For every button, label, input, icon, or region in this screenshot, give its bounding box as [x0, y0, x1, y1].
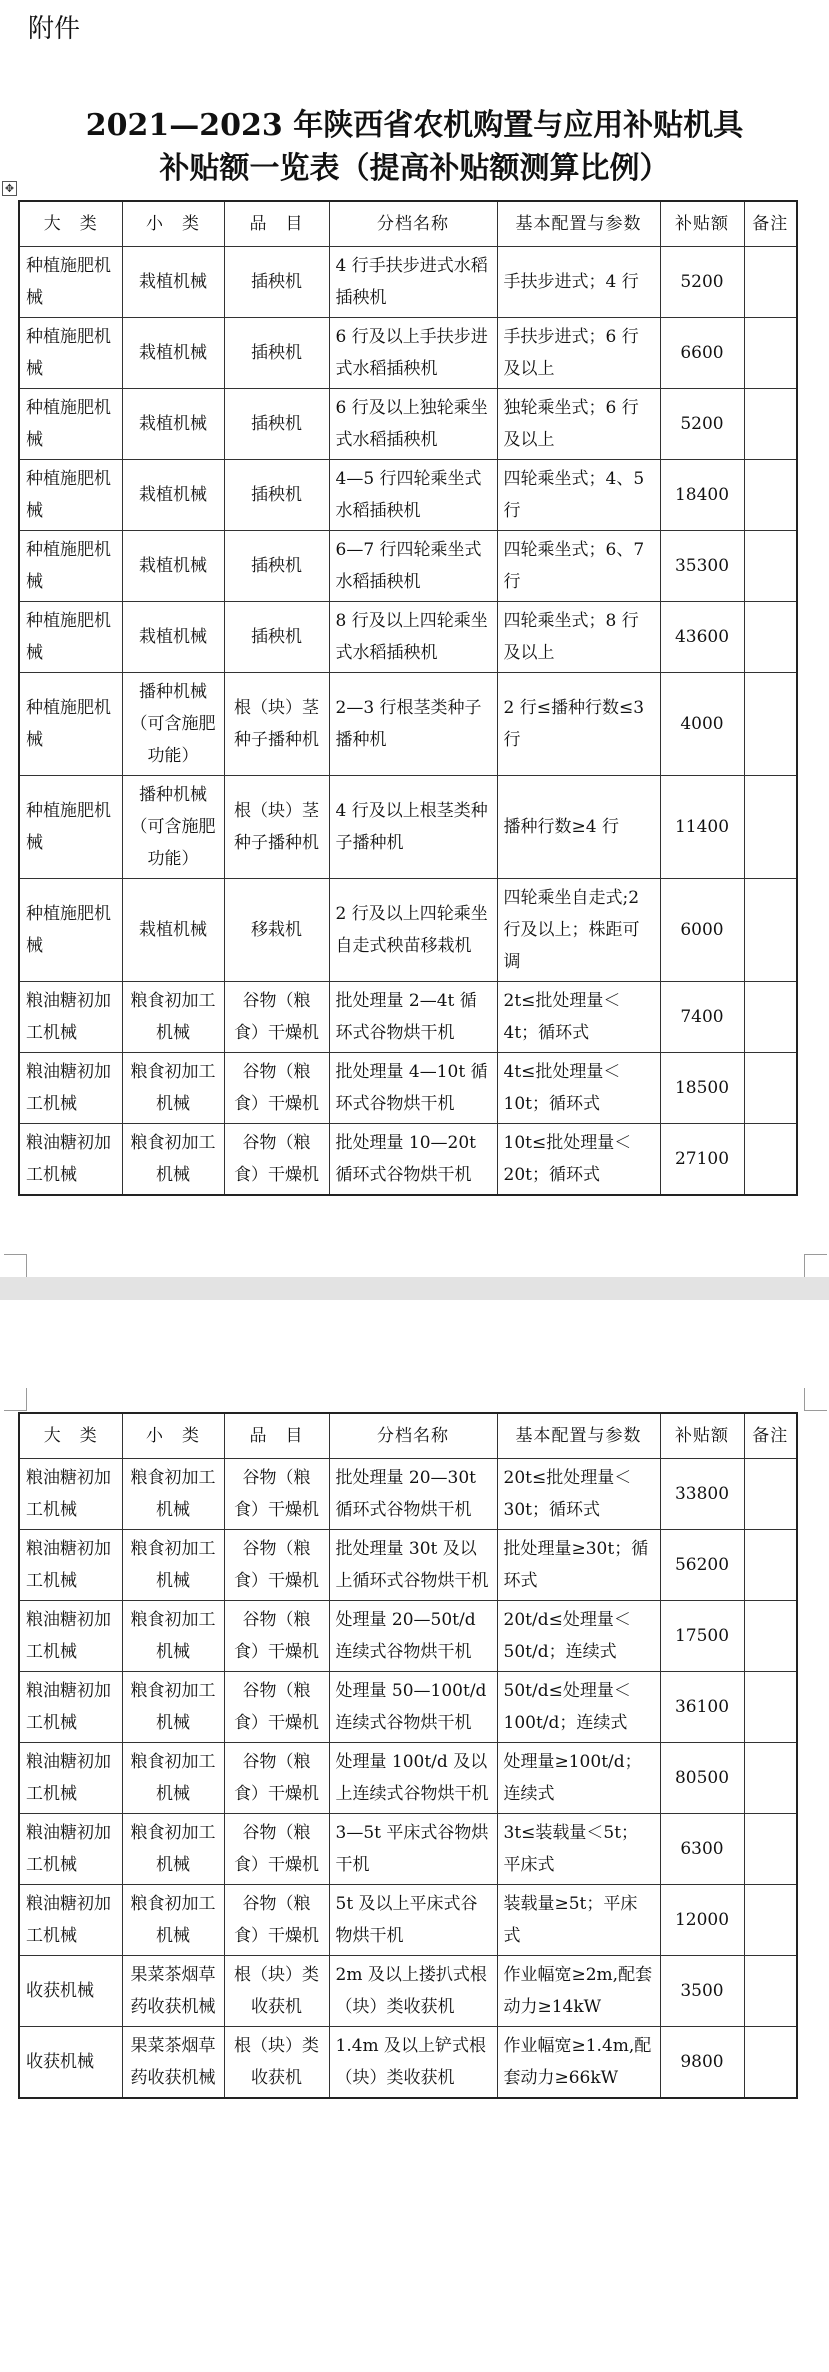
cell-tier-name: 处理量 50—100t/d 连续式谷物烘干机: [329, 1672, 497, 1743]
cell-subcategory: 果菜茶烟草药收获机械: [122, 2027, 224, 2099]
cell-category: 种植施肥机械: [19, 673, 122, 776]
cell-note: [744, 673, 797, 776]
cell-category: 粮油糖初加工机械: [19, 982, 122, 1053]
cell-note: [744, 1601, 797, 1672]
page-corner-mark: [804, 1388, 827, 1411]
cell-tier-name: 批处理量 10—20t 循环式谷物烘干机: [329, 1124, 497, 1196]
cell-note: [744, 1530, 797, 1601]
cell-subcategory: 播种机械（可含施肥功能）: [122, 673, 224, 776]
cell-spec: 4t≤批处理量＜10t；循环式: [497, 1053, 660, 1124]
cell-subcategory: 栽植机械: [122, 460, 224, 531]
cell-item: 谷物（粮食）干燥机: [224, 1743, 329, 1814]
cell-item: 谷物（粮食）干燥机: [224, 1601, 329, 1672]
cell-spec: 3t≤装载量＜5t；平床式: [497, 1814, 660, 1885]
attachment-label: 附件: [28, 14, 81, 44]
cell-amount: 5200: [660, 247, 744, 318]
cell-tier-name: 批处理量 2—4t 循环式谷物烘干机: [329, 982, 497, 1053]
cell-subcategory: 栽植机械: [122, 318, 224, 389]
header-category: 大 类: [19, 201, 122, 247]
cell-amount: 18500: [660, 1053, 744, 1124]
cell-item: 谷物（粮食）干燥机: [224, 1124, 329, 1196]
cell-spec: 作业幅宽≥2m,配套动力≥14kW: [497, 1956, 660, 2027]
cell-amount: 33800: [660, 1459, 744, 1530]
cell-category: 种植施肥机械: [19, 389, 122, 460]
move-handle-icon[interactable]: ✥: [2, 181, 17, 196]
cell-note: [744, 1053, 797, 1124]
cell-spec: 2 行≤播种行数≤3 行: [497, 673, 660, 776]
cell-category: 粮油糖初加工机械: [19, 1053, 122, 1124]
cell-amount: 6600: [660, 318, 744, 389]
cell-tier-name: 2—3 行根茎类种子播种机: [329, 673, 497, 776]
cell-subcategory: 粮食初加工机械: [122, 982, 224, 1053]
cell-amount: 17500: [660, 1601, 744, 1672]
cell-subcategory: 栽植机械: [122, 879, 224, 982]
cell-category: 种植施肥机械: [19, 879, 122, 982]
cell-item: 根（块）茎种子播种机: [224, 673, 329, 776]
cell-spec: 独轮乘坐式；6 行及以上: [497, 389, 660, 460]
cell-item: 插秧机: [224, 531, 329, 602]
cell-spec: 20t/d≤处理量＜50t/d；连续式: [497, 1601, 660, 1672]
cell-subcategory: 粮食初加工机械: [122, 1530, 224, 1601]
table-header-row: [19, 201, 797, 247]
cell-item: 根（块）类收获机: [224, 2027, 329, 2099]
table-row: [19, 460, 797, 531]
cell-category: 粮油糖初加工机械: [19, 1459, 122, 1530]
cell-spec: 四轮乘坐式；6、7 行: [497, 531, 660, 602]
cell-amount: 6000: [660, 879, 744, 982]
cell-amount: 7400: [660, 982, 744, 1053]
cell-tier-name: 6 行及以上独轮乘坐式水稻插秧机: [329, 389, 497, 460]
cell-amount: 6300: [660, 1814, 744, 1885]
cell-tier-name: 4 行手扶步进式水稻插秧机: [329, 247, 497, 318]
cell-category: 粮油糖初加工机械: [19, 1601, 122, 1672]
cell-category: 粮油糖初加工机械: [19, 1530, 122, 1601]
cell-subcategory: 粮食初加工机械: [122, 1053, 224, 1124]
table-row: [19, 1053, 797, 1124]
cell-category: 收获机械: [19, 1956, 122, 2027]
header-amount: 补贴额: [660, 1413, 744, 1459]
page-separator: [0, 1277, 829, 1300]
header-spec: 基本配置与参数: [497, 201, 660, 247]
cell-spec: 2t≤批处理量＜4t；循环式: [497, 982, 660, 1053]
table-row: [19, 602, 797, 673]
cell-subcategory: 播种机械（可含施肥功能）: [122, 776, 224, 879]
cell-category: 粮油糖初加工机械: [19, 1885, 122, 1956]
cell-subcategory: 栽植机械: [122, 531, 224, 602]
cell-category: 收获机械: [19, 2027, 122, 2099]
header-item: 品 目: [224, 201, 329, 247]
table-row: [19, 1885, 797, 1956]
cell-item: 根（块）茎种子播种机: [224, 776, 329, 879]
cell-category: 种植施肥机械: [19, 247, 122, 318]
cell-amount: 56200: [660, 1530, 744, 1601]
cell-subcategory: 果菜茶烟草药收获机械: [122, 1956, 224, 2027]
header-note: 备注: [744, 1413, 797, 1459]
cell-tier-name: 3—5t 平床式谷物烘干机: [329, 1814, 497, 1885]
cell-item: 谷物（粮食）干燥机: [224, 1530, 329, 1601]
cell-tier-name: 6 行及以上手扶步进式水稻插秧机: [329, 318, 497, 389]
document-page-2: [0, 1300, 829, 2372]
cell-amount: 3500: [660, 1956, 744, 2027]
cell-note: [744, 1814, 797, 1885]
cell-note: [744, 879, 797, 982]
table-row: [19, 389, 797, 460]
cell-item: 谷物（粮食）干燥机: [224, 1814, 329, 1885]
cell-spec: 四轮乘坐自走式;2 行及以上；株距可调: [497, 879, 660, 982]
cell-amount: 11400: [660, 776, 744, 879]
table-row: [19, 2027, 797, 2099]
document-title-line-1: 2021—2023 年陕西省农机购置与应用补贴机具: [85, 108, 744, 143]
cell-spec: 四轮乘坐式；4、5 行: [497, 460, 660, 531]
page-corner-mark: [4, 1388, 27, 1411]
cell-note: [744, 1885, 797, 1956]
table-row: [19, 247, 797, 318]
table-row: [19, 673, 797, 776]
cell-subcategory: 粮食初加工机械: [122, 1672, 224, 1743]
cell-subcategory: 栽植机械: [122, 389, 224, 460]
cell-spec: 四轮乘坐式；8 行及以上: [497, 602, 660, 673]
cell-item: 谷物（粮食）干燥机: [224, 982, 329, 1053]
cell-spec: 20t≤批处理量＜30t；循环式: [497, 1459, 660, 1530]
table-row: [19, 1956, 797, 2027]
cell-tier-name: 2 行及以上四轮乘坐自走式秧苗移栽机: [329, 879, 497, 982]
cell-spec: 手扶步进式；6 行及以上: [497, 318, 660, 389]
header-category: 大 类: [19, 1413, 122, 1459]
cell-tier-name: 批处理量 4—10t 循环式谷物烘干机: [329, 1053, 497, 1124]
cell-category: 粮油糖初加工机械: [19, 1814, 122, 1885]
cell-tier-name: 1.4m 及以上铲式根（块）类收获机: [329, 2027, 497, 2099]
header-amount: 补贴额: [660, 201, 744, 247]
cell-note: [744, 1124, 797, 1196]
cell-category: 粮油糖初加工机械: [19, 1124, 122, 1196]
cell-spec: 50t/d≤处理量＜100t/d；连续式: [497, 1672, 660, 1743]
table-row: [19, 1530, 797, 1601]
table-row: [19, 879, 797, 982]
cell-category: 种植施肥机械: [19, 318, 122, 389]
cell-note: [744, 776, 797, 879]
cell-tier-name: 批处理量 20—30t 循环式谷物烘干机: [329, 1459, 497, 1530]
cell-item: 插秧机: [224, 389, 329, 460]
cell-spec: 处理量≥100t/d；连续式: [497, 1743, 660, 1814]
cell-tier-name: 处理量 100t/d 及以上连续式谷物烘干机: [329, 1743, 497, 1814]
cell-subcategory: 栽植机械: [122, 247, 224, 318]
page-corner-mark: [4, 1254, 27, 1277]
header-subcategory: 小 类: [122, 201, 224, 247]
cell-item: 插秧机: [224, 247, 329, 318]
cell-item: 根（块）类收获机: [224, 1956, 329, 2027]
cell-category: 种植施肥机械: [19, 776, 122, 879]
table-row: [19, 1814, 797, 1885]
cell-note: [744, 531, 797, 602]
table-header-row: [19, 1413, 797, 1459]
table-row: [19, 1601, 797, 1672]
cell-category: 粮油糖初加工机械: [19, 1743, 122, 1814]
cell-item: 谷物（粮食）干燥机: [224, 1459, 329, 1530]
cell-note: [744, 247, 797, 318]
cell-item: 谷物（粮食）干燥机: [224, 1885, 329, 1956]
cell-amount: 80500: [660, 1743, 744, 1814]
cell-spec: 作业幅宽≥1.4m,配套动力≥66kW: [497, 2027, 660, 2099]
cell-tier-name: 8 行及以上四轮乘坐式水稻插秧机: [329, 602, 497, 673]
header-spec: 基本配置与参数: [497, 1413, 660, 1459]
header-tier-name: 分档名称: [329, 201, 497, 247]
cell-subcategory: 粮食初加工机械: [122, 1124, 224, 1196]
cell-amount: 5200: [660, 389, 744, 460]
cell-item: 插秧机: [224, 602, 329, 673]
cell-category: 种植施肥机械: [19, 602, 122, 673]
cell-tier-name: 5t 及以上平床式谷物烘干机: [329, 1885, 497, 1956]
cell-amount: 27100: [660, 1124, 744, 1196]
cell-note: [744, 1459, 797, 1530]
cell-note: [744, 982, 797, 1053]
cell-note: [744, 318, 797, 389]
cell-amount: 35300: [660, 531, 744, 602]
table-row: [19, 1743, 797, 1814]
table-row: [19, 1672, 797, 1743]
cell-subcategory: 栽植机械: [122, 602, 224, 673]
cell-note: [744, 1672, 797, 1743]
cell-subcategory: 粮食初加工机械: [122, 1743, 224, 1814]
cell-tier-name: 处理量 20—50t/d 连续式谷物烘干机: [329, 1601, 497, 1672]
cell-item: 移栽机: [224, 879, 329, 982]
table-row: [19, 982, 797, 1053]
cell-tier-name: 4—5 行四轮乘坐式水稻插秧机: [329, 460, 497, 531]
cell-note: [744, 1956, 797, 2027]
cell-category: 种植施肥机械: [19, 460, 122, 531]
header-tier-name: 分档名称: [329, 1413, 497, 1459]
header-subcategory: 小 类: [122, 1413, 224, 1459]
cell-amount: 4000: [660, 673, 744, 776]
cell-subcategory: 粮食初加工机械: [122, 1459, 224, 1530]
page-corner-mark: [804, 1254, 827, 1277]
header-note: 备注: [744, 201, 797, 247]
cell-item: 插秧机: [224, 318, 329, 389]
cell-spec: 播种行数≥4 行: [497, 776, 660, 879]
cell-spec: 10t≤批处理量＜20t；循环式: [497, 1124, 660, 1196]
table-row: [19, 1459, 797, 1530]
cell-spec: 装载量≥5t；平床式: [497, 1885, 660, 1956]
cell-amount: 43600: [660, 602, 744, 673]
cell-tier-name: 4 行及以上根茎类种子播种机: [329, 776, 497, 879]
document-title-line-2: 补贴额一览表（提高补贴额测算比例）: [159, 151, 670, 186]
cell-amount: 36100: [660, 1672, 744, 1743]
cell-amount: 9800: [660, 2027, 744, 2099]
cell-note: [744, 602, 797, 673]
cell-subcategory: 粮食初加工机械: [122, 1601, 224, 1672]
cell-tier-name: 批处理量 30t 及以上循环式谷物烘干机: [329, 1530, 497, 1601]
table-row: [19, 776, 797, 879]
cell-tier-name: 6—7 行四轮乘坐式水稻插秧机: [329, 531, 497, 602]
cell-note: [744, 2027, 797, 2099]
cell-spec: 手扶步进式；4 行: [497, 247, 660, 318]
cell-item: 谷物（粮食）干燥机: [224, 1053, 329, 1124]
table-row: [19, 318, 797, 389]
subsidy-table-page-2: [18, 1412, 798, 2099]
cell-item: 插秧机: [224, 460, 329, 531]
cell-note: [744, 389, 797, 460]
cell-subcategory: 粮食初加工机械: [122, 1885, 224, 1956]
table-row: [19, 1124, 797, 1196]
cell-category: 粮油糖初加工机械: [19, 1672, 122, 1743]
cell-item: 谷物（粮食）干燥机: [224, 1672, 329, 1743]
header-item: 品 目: [224, 1413, 329, 1459]
subsidy-table-page-1: [18, 200, 798, 1196]
cell-note: [744, 460, 797, 531]
cell-spec: 批处理量≥30t；循环式: [497, 1530, 660, 1601]
table-row: [19, 531, 797, 602]
cell-amount: 12000: [660, 1885, 744, 1956]
cell-note: [744, 1743, 797, 1814]
cell-amount: 18400: [660, 460, 744, 531]
cell-tier-name: 2m 及以上搂扒式根（块）类收获机: [329, 1956, 497, 2027]
cell-category: 种植施肥机械: [19, 531, 122, 602]
cell-subcategory: 粮食初加工机械: [122, 1814, 224, 1885]
